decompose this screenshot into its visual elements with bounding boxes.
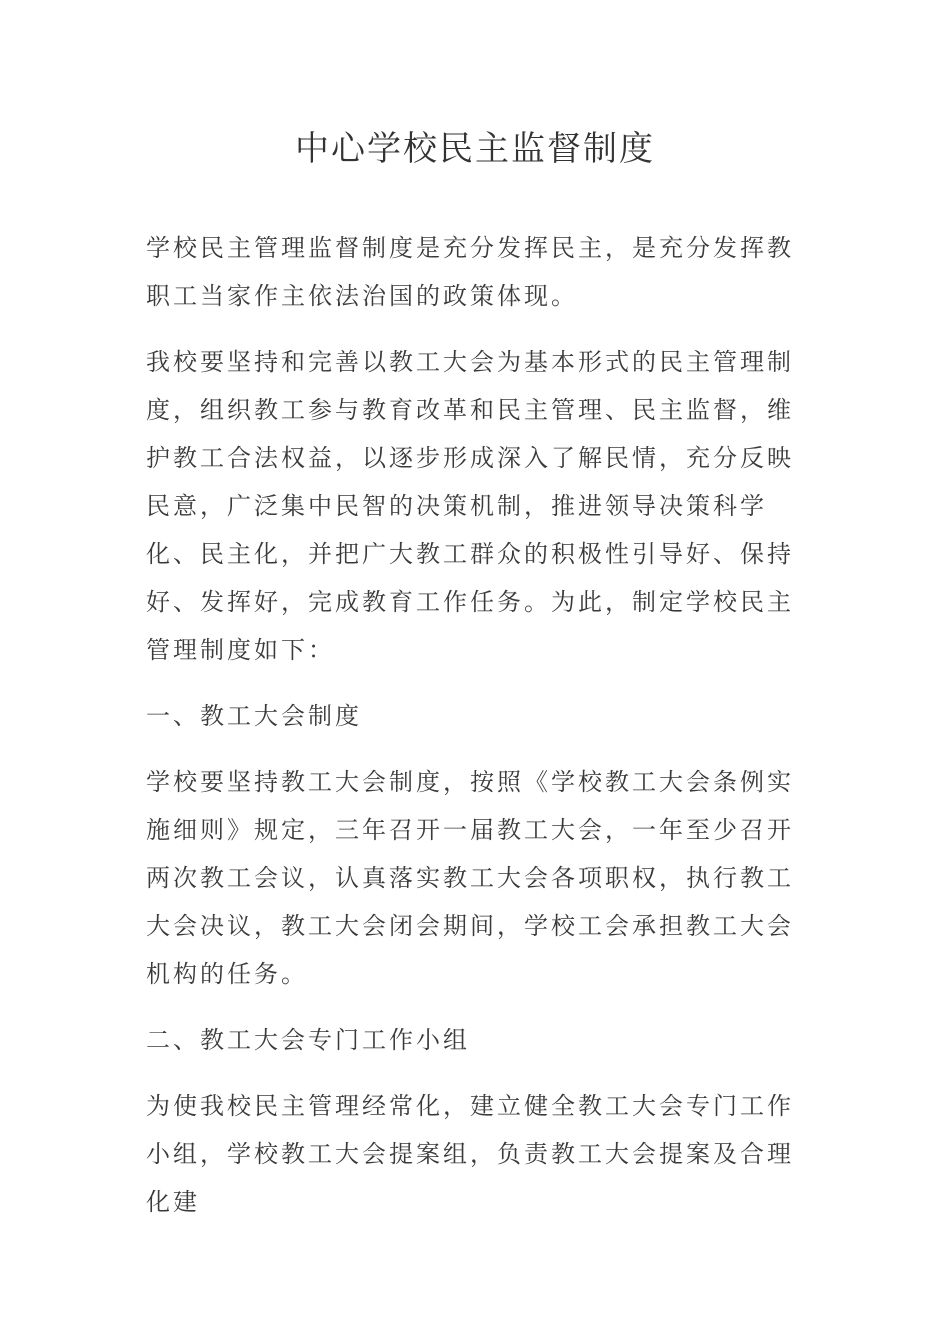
paragraph-section-2: 为使我校民主管理经常化，建立健全教工大会专门工作小组，学校教工大会提案组，负责教工大会提案及合理化建: [146, 1092, 794, 1216]
paragraph-principles: 我校要坚持和完善以教工大会为基本形式的民主管理制度，组织教工参与教育改革和民主管理、民主监督，维护教工合法权益，以逐步形成深入了解民情，充分反映民意，广泛集中民智的决策机制，推进领导决策科学化、民主化，并把广大教工群众的积极性引导好、保持好、发挥好，完成教育工作任务。为此，制定学校民主管理制度如下：: [146, 348, 794, 664]
section-heading-2: 二、教工大会专门工作小组: [146, 1026, 470, 1054]
document-title: 中心学校民主监督制度: [295, 129, 655, 169]
paragraph-intro: 学校民主管理监督制度是充分发挥民主，是充分发挥教职工当家作主依法治国的政策体现。: [146, 234, 794, 310]
paragraph-section-1: 学校要坚持教工大会制度，按照《学校教工大会条例实施细则》规定，三年召开一届教工大会，一年至少召开两次教工会议，认真落实教工大会各项职权，执行教工大会决议，教工大会闭会期间，学校工会承担教工大会机构的任务。: [146, 768, 794, 988]
section-heading-1: 一、教工大会制度: [146, 702, 362, 730]
document-body: [146, 224, 806, 1244]
